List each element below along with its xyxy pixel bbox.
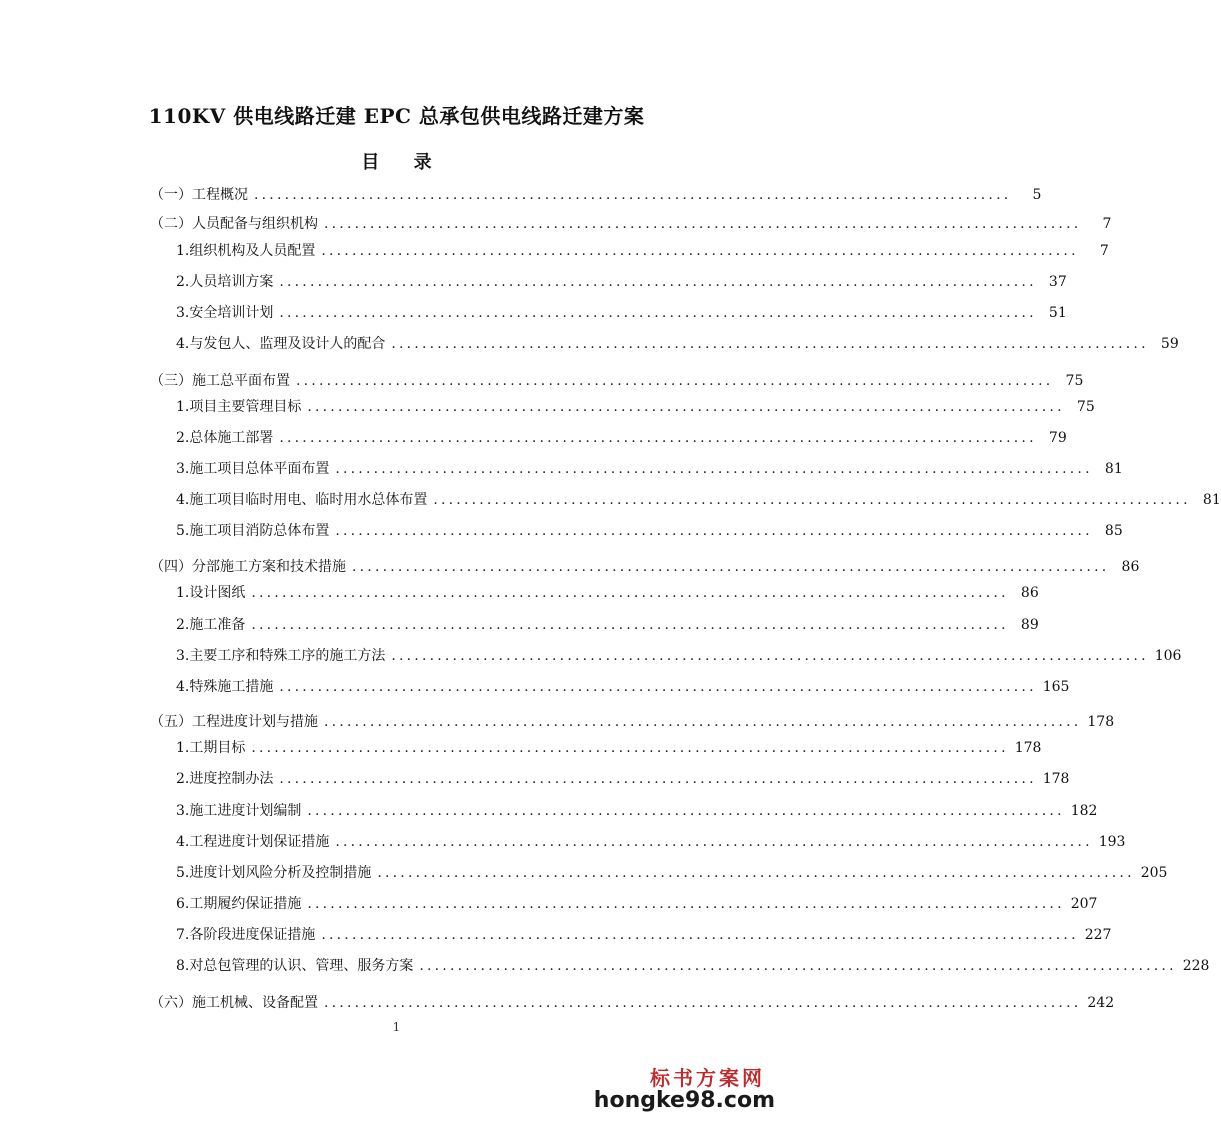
- toc-leader: ...................................................................................................: [324, 216, 1082, 232]
- toc-entry[interactable]: [176, 240, 1109, 262]
- toc-leader: ...................................................................................................: [321, 243, 1079, 259]
- toc-entry-label: 4.特殊施工措施: [176, 679, 274, 695]
- toc-leader: ...................................................................................................: [279, 679, 1037, 695]
- toc-entry-number: 3.: [176, 305, 190, 321]
- toc-entry-page: 79: [1048, 430, 1067, 446]
- toc-entry-label: （四）分部施工方案和技术措施: [150, 559, 346, 575]
- toc-entry-page: 182: [1070, 803, 1098, 819]
- toc-entry-page: 7: [1102, 216, 1112, 232]
- toc-entry[interactable]: [176, 737, 1042, 759]
- toc-entry[interactable]: [176, 862, 1168, 884]
- toc-entry-page: 227: [1084, 927, 1112, 943]
- toc-entry-page: 86: [1121, 559, 1140, 575]
- toc-entry-label: 1.设计图纸: [176, 585, 246, 601]
- toc-entry[interactable]: [176, 333, 1179, 355]
- toc-leader: ...................................................................................................: [279, 274, 1037, 290]
- toc-entry-page: 178: [1014, 740, 1042, 756]
- toc-leader: ...................................................................................................: [279, 430, 1037, 446]
- toc-leader: ...................................................................................................: [254, 187, 1012, 203]
- toc-leader: ...................................................................................................: [307, 803, 1065, 819]
- toc-entry-label: 2.进度控制办法: [176, 771, 274, 787]
- toc-entry-label: 3.主要工序和特殊工序的施工方法: [176, 648, 386, 664]
- toc-entry-page: 81: [1202, 492, 1221, 508]
- toc-leader: ...................................................................................................: [251, 740, 1009, 756]
- document-title: 110KV 供电线路迁建 EPC 总承包供电线路迁建方案: [148, 104, 645, 128]
- toc-entry[interactable]: [176, 427, 1067, 449]
- toc-entry[interactable]: [176, 955, 1210, 977]
- toc-entry-label: 2.总体施工部署: [176, 430, 274, 446]
- toc-entry-label: （六）施工机械、设备配置: [150, 995, 318, 1011]
- toc-entry[interactable]: [176, 800, 1098, 822]
- toc-entry[interactable]: [150, 711, 1115, 733]
- toc-entry[interactable]: [176, 489, 1221, 511]
- toc-entry-label: 安全培训计划: [189, 305, 274, 321]
- toc-leader: ...................................................................................................: [251, 585, 1009, 601]
- toc-entry-label: 1.项目主要管理目标: [176, 399, 302, 415]
- toc-entry[interactable]: [150, 992, 1115, 1014]
- toc-leader: ...................................................................................................: [279, 771, 1037, 787]
- toc-leader: ...................................................................................................: [251, 617, 1009, 633]
- toc-entry[interactable]: [176, 831, 1126, 853]
- toc-entry[interactable]: [150, 370, 1084, 392]
- toc-leader: ...................................................................................................: [307, 896, 1065, 912]
- toc-entry-label: 4.工程进度计划保证措施: [176, 834, 330, 850]
- watermark-brand: 标书方案网: [650, 1066, 765, 1090]
- toc-entry-label: （三）施工总平面布置: [150, 373, 290, 389]
- toc-entry-label: 7.各阶段进度保证措施: [176, 927, 316, 943]
- toc-entry-label: 2.施工准备: [176, 617, 246, 633]
- toc-entry-page: 205: [1140, 865, 1168, 881]
- toc-entry-label: 8.对总包管理的认识、管理、服务方案: [176, 958, 414, 974]
- toc-entry[interactable]: [150, 184, 1042, 206]
- toc-entry-label: 3.施工项目总体平面布置: [176, 461, 330, 477]
- toc-entry[interactable]: [176, 520, 1123, 542]
- toc-entry[interactable]: [176, 676, 1070, 698]
- toc-entry-page: 86: [1020, 585, 1039, 601]
- toc-entry[interactable]: [150, 213, 1112, 235]
- toc-entry[interactable]: [176, 458, 1123, 480]
- toc-leader: ...................................................................................................: [307, 399, 1065, 415]
- toc-leader: ...................................................................................................: [352, 559, 1110, 575]
- toc-leader: ...................................................................................................: [377, 865, 1135, 881]
- toc-entry-page: 242: [1087, 995, 1115, 1011]
- toc-entry-page: 178: [1087, 714, 1115, 730]
- toc-entry[interactable]: [176, 645, 1182, 667]
- toc-entry-label: 5.进度计划风险分析及控制措施: [176, 865, 372, 881]
- toc-entry-label: 人员培训方案: [189, 274, 274, 290]
- toc-entry-label: （五）工程进度计划与措施: [150, 714, 318, 730]
- toc-entry-page: 165: [1042, 679, 1070, 695]
- toc-entry-page: 106: [1154, 648, 1182, 664]
- toc-entry-page: 178: [1042, 771, 1070, 787]
- toc-entry-label: 4.施工项目临时用电、临时用水总体布置: [176, 492, 428, 508]
- toc-leader: ...................................................................................................: [324, 714, 1082, 730]
- toc-leader: ...................................................................................................: [391, 648, 1149, 664]
- toc-entry-page: 75: [1076, 399, 1095, 415]
- toc-leader: ...................................................................................................: [335, 461, 1093, 477]
- toc-entry-label: （一）工程概况: [150, 187, 248, 203]
- toc-leader: ...................................................................................................: [391, 336, 1149, 352]
- toc-entry-label: 6.工期履约保证措施: [176, 896, 302, 912]
- watermark-url: hongke98.com: [593, 1088, 775, 1113]
- toc-entry[interactable]: [176, 302, 1067, 324]
- toc-entry[interactable]: [176, 924, 1112, 946]
- toc-entry-page: 51: [1048, 305, 1067, 321]
- toc-leader: ...................................................................................................: [279, 305, 1037, 321]
- toc-entry-page: 59: [1160, 336, 1179, 352]
- toc-leader: ...................................................................................................: [321, 927, 1079, 943]
- toc-leader: ...................................................................................................: [335, 523, 1093, 539]
- toc-entry-number: 4.: [176, 336, 190, 352]
- toc-entry-label: 与发包人、监理及设计人的配合: [189, 336, 386, 352]
- toc-entry-page: 81: [1104, 461, 1123, 477]
- toc-leader: ...................................................................................................: [335, 834, 1093, 850]
- toc-entry-number: 1.: [176, 243, 190, 259]
- toc-leader: ...................................................................................................: [433, 492, 1191, 508]
- toc-entry[interactable]: [150, 556, 1140, 578]
- toc-entry-page: 5: [1032, 187, 1042, 203]
- toc-entry-page: 193: [1098, 834, 1126, 850]
- toc-entry-label: 组织机构及人员配置: [189, 243, 316, 259]
- toc-entry-page: 228: [1182, 958, 1210, 974]
- toc-entry-page: 75: [1065, 373, 1084, 389]
- toc-entry-label: （二）人员配备与组织机构: [150, 216, 318, 232]
- toc-entry-label: 3.施工进度计划编制: [176, 803, 302, 819]
- toc-entry[interactable]: [176, 396, 1095, 418]
- toc-entry-page: 7: [1099, 243, 1109, 259]
- toc-leader: ...................................................................................................: [419, 958, 1177, 974]
- toc-entry-page: 89: [1020, 617, 1039, 633]
- toc-leader: ...................................................................................................: [324, 995, 1082, 1011]
- toc-entry-number: 2.: [176, 274, 190, 290]
- toc-entry[interactable]: [176, 271, 1067, 293]
- toc-entry-label: 1.工期目标: [176, 740, 246, 756]
- toc-entry-label: 5.施工项目消防总体布置: [176, 523, 330, 539]
- toc-entry-page: 85: [1104, 523, 1123, 539]
- page-number: 1: [392, 1020, 401, 1034]
- toc-leader: ...................................................................................................: [296, 373, 1054, 389]
- toc-entry[interactable]: [176, 614, 1039, 636]
- toc-entry[interactable]: [176, 893, 1098, 915]
- toc-entry-page: 37: [1048, 274, 1067, 290]
- toc-entry[interactable]: [176, 768, 1070, 790]
- toc-entry[interactable]: [176, 582, 1039, 604]
- toc-heading: 目 录: [361, 152, 446, 173]
- toc-entry-page: 207: [1070, 896, 1098, 912]
